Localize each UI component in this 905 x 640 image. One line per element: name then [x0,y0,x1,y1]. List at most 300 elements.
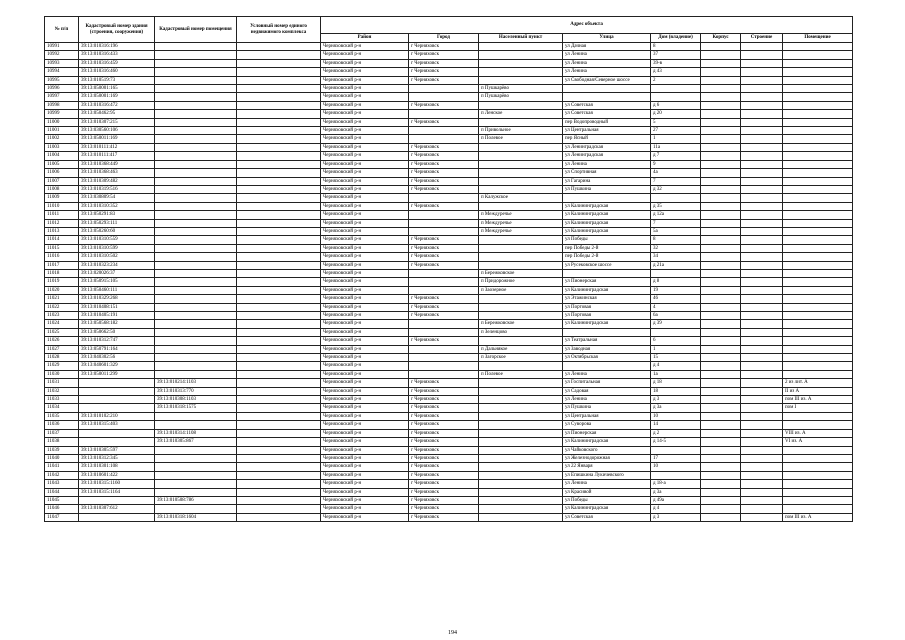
cell-street: ул Красивой [563,488,651,496]
cell-cad-building: 39:13:050293:111 [79,219,155,227]
cell-district: Черняховский р-н [321,43,409,51]
cell-district: Черняховский р-н [321,261,409,269]
cell-stroenie [741,328,783,336]
cell-settlement [479,312,563,320]
cell-street: ул Центральная [563,412,651,420]
cell-cad-room [155,68,237,76]
cell-cad-building [79,379,155,387]
cell-room [783,480,853,488]
table-row [45,269,853,277]
cell-stroenie [741,438,783,446]
cell-cad-building: 39:13:010315:1164 [79,488,155,496]
cell-street: ул Калининградская [563,227,651,235]
cell-room [783,471,853,479]
cell-street: ул Октябрьская [563,354,651,362]
cell-city [409,320,479,328]
cell-num: 11026 [45,337,79,345]
cell-street: ул Железнодорожная [563,454,651,462]
cell-settlement: п Пушкарёво [479,85,563,93]
cell-district: Черняховский р-н [321,76,409,84]
cell-stroenie [741,320,783,328]
cell-city [409,227,479,235]
table-row [45,169,853,177]
table-row [45,261,853,269]
cell-city: г Черняховск [409,446,479,454]
cell-korpus [701,404,741,412]
cell-room [783,202,853,210]
cell-settlement: п Междуречье [479,211,563,219]
cell-street: ул Центральная [563,127,651,135]
cell-street: ул Калининградская [563,202,651,210]
cell-city [409,370,479,378]
cell-cad-room [155,202,237,210]
cell-settlement: п Калужское [479,194,563,202]
cell-street: ул Ленина [563,51,651,59]
cell-num: 11029 [45,362,79,370]
cell-room [783,412,853,420]
cell-cad-room [155,337,237,345]
cell-city: г Черняховск [409,505,479,513]
cell-room [783,227,853,235]
cell-settlement [479,362,563,370]
cell-num: 11006 [45,169,79,177]
cell-street: ул Ленина [563,59,651,67]
cell-num: 10996 [45,85,79,93]
cell-house: 8 [651,236,701,244]
table-row [45,152,853,160]
cell-korpus [701,446,741,454]
cell-house: 46 [651,295,701,303]
cell-room [783,261,853,269]
cell-street: ул Театральная [563,337,651,345]
cell-settlement [479,51,563,59]
cell-cad-complex [237,379,321,387]
cell-city: г Черняховск [409,337,479,345]
cell-district: Черняховский р-н [321,404,409,412]
cell-cad-building: 39:13:010310:352 [79,202,155,210]
cell-num: 11033 [45,396,79,404]
cell-city [409,85,479,93]
cell-num: 11028 [45,354,79,362]
cell-house: 34 [651,253,701,261]
cell-stroenie [741,152,783,160]
cell-cad-complex [237,454,321,462]
cell-korpus [701,93,741,101]
cell-korpus [701,253,741,261]
cell-room [783,421,853,429]
table-row [45,118,853,126]
cell-district: Черняховский р-н [321,454,409,462]
table-body [45,43,853,522]
cell-settlement [479,295,563,303]
cell-korpus [701,286,741,294]
cell-cad-complex [237,160,321,168]
cell-settlement [479,412,563,420]
cell-settlement: п Придорожное [479,278,563,286]
cell-cad-complex [237,370,321,378]
cell-cad-building: 39:13:020026:37 [79,269,155,277]
cell-korpus [701,488,741,496]
cell-cad-building: 39:13:010405:191 [79,312,155,320]
cell-city: г Черняховск [409,51,479,59]
header-house: Дом (владение) [651,34,701,43]
cell-stroenie [741,404,783,412]
cell-num: 11003 [45,143,79,151]
cell-room [783,152,853,160]
cell-house [651,328,701,336]
cell-street: ул Калининградская [563,219,651,227]
cell-district: Черняховский р-н [321,438,409,446]
cell-cad-complex [237,135,321,143]
table-row [45,328,853,336]
table-row [45,93,853,101]
cell-street: ул Калининградская [563,438,651,446]
cell-korpus [701,480,741,488]
cell-city: г Черняховск [409,488,479,496]
cell-num: 10992 [45,51,79,59]
cell-korpus [701,320,741,328]
cell-korpus [701,110,741,118]
cell-settlement [479,446,563,454]
cell-house: 32 [651,244,701,252]
cell-district: Черняховский р-н [321,185,409,193]
cell-room [783,446,853,454]
table-row [45,303,853,311]
cell-district: Черняховский р-н [321,160,409,168]
cell-room [783,295,853,303]
cell-num: 11008 [45,185,79,193]
cell-num: 11034 [45,404,79,412]
cell-cad-room: 39:13:010305:867 [155,438,237,446]
cell-city: г Черняховск [409,244,479,252]
cell-room [783,488,853,496]
cell-korpus [701,51,741,59]
cell-district: Черняховский р-н [321,421,409,429]
cell-street: ул Русековское шоссе [563,261,651,269]
cell-num: 11043 [45,480,79,488]
cell-house: д 4 [651,362,701,370]
header-district: Район [321,34,409,43]
cell-cad-building: 39:13:030809:54 [79,194,155,202]
cell-city: г Черняховск [409,496,479,504]
cell-street: ул Советская [563,101,651,109]
cell-stroenie [741,194,783,202]
cell-house: 1 [651,135,701,143]
cell-house [651,85,701,93]
cell-cad-room [155,76,237,84]
cell-city: г Черняховск [409,261,479,269]
table-row [45,160,853,168]
cell-district: Черняховский р-н [321,253,409,261]
cell-city: г Черняховск [409,169,479,177]
cell-cad-room: 39:13:010314:1108 [155,429,237,437]
cell-city: г Черняховск [409,312,479,320]
cell-district: Черняховский р-н [321,446,409,454]
cell-street: ул Суворова [563,421,651,429]
cell-num: 11041 [45,463,79,471]
cell-district: Черняховский р-н [321,278,409,286]
cell-stroenie [741,295,783,303]
cell-cad-room [155,278,237,286]
cell-street: ул Победы [563,496,651,504]
cell-district: Черняховский р-н [321,236,409,244]
cell-district: Черняховский р-н [321,143,409,151]
cell-korpus [701,396,741,404]
cell-stroenie [741,211,783,219]
cell-street [563,328,651,336]
cell-district: Черняховский р-н [321,496,409,504]
cell-district: Черняховский р-н [321,295,409,303]
table-row [45,135,853,143]
cell-korpus [701,177,741,185]
cell-house [651,269,701,277]
cell-street [563,269,651,277]
cell-cad-building: 39:13:050791:164 [79,345,155,353]
cell-room [783,312,853,320]
cell-city: г Черняховск [409,43,479,51]
cell-house: 1 [651,345,701,353]
cell-district: Черняховский р-н [321,269,409,277]
cell-cad-room [155,85,237,93]
cell-stroenie [741,135,783,143]
cell-street: ул Садовая [563,387,651,395]
cell-num: 11042 [45,471,79,479]
cell-cad-complex [237,118,321,126]
cell-house [651,93,701,101]
cell-num: 11002 [45,135,79,143]
table-row [45,463,853,471]
cell-district: Черняховский р-н [321,480,409,488]
cell-district: Черняховский р-н [321,194,409,202]
cell-house: 4 [651,303,701,311]
cell-city: г Черняховск [409,177,479,185]
cell-house: 15 [651,354,701,362]
cell-city: г Черняховск [409,421,479,429]
cell-house: д 3а [651,488,701,496]
cell-cad-room [155,354,237,362]
cell-street: ул Калининградская [563,211,651,219]
cell-cad-building [79,513,155,521]
cell-room [783,328,853,336]
cell-stroenie [741,480,783,488]
cell-cad-complex [237,194,321,202]
cell-district: Черняховский р-н [321,345,409,353]
header-cad-building: Кадастровый номер здания (строения, сооружения) [79,17,155,43]
cell-street: ул Ленина [563,370,651,378]
cell-stroenie [741,454,783,462]
cell-house [651,194,701,202]
cell-cad-building: 39:13:010368:449 [79,160,155,168]
cell-korpus [701,185,741,193]
cell-city: г Черняховск [409,101,479,109]
cell-stroenie [741,286,783,294]
cell-district: Черняховский р-н [321,177,409,185]
cell-settlement [479,337,563,345]
cell-cad-building: 39:13:010310:502 [79,253,155,261]
cell-room [783,253,853,261]
cell-num: 10998 [45,101,79,109]
table-row [45,505,853,513]
cell-city [409,211,479,219]
cell-cad-building: 39:13:010301:108 [79,463,155,471]
cell-settlement [479,480,563,488]
cell-num: 11036 [45,421,79,429]
cell-cad-complex [237,421,321,429]
cell-cad-complex [237,169,321,177]
cell-stroenie [741,253,783,261]
cell-district: Черняховский р-н [321,412,409,420]
cell-house: 27 [651,127,701,135]
cell-room [783,320,853,328]
cell-korpus [701,160,741,168]
cell-house: д 14-5 [651,438,701,446]
cell-street: ул Чайковского [563,446,651,454]
cell-korpus [701,211,741,219]
cell-street [563,362,651,370]
cell-room [783,496,853,504]
cell-city: г Черняховск [409,295,479,303]
cell-num: 10993 [45,59,79,67]
cell-num: 10995 [45,76,79,84]
table-row [45,471,853,479]
cell-city: г Черняховск [409,454,479,462]
cell-settlement [479,160,563,168]
table-row [45,185,853,193]
cell-stroenie [741,261,783,269]
cell-house: 10 [651,412,701,420]
cell-city [409,127,479,135]
table-row [45,68,853,76]
cell-cad-complex [237,43,321,51]
cell-city [409,269,479,277]
cell-cad-room: 39:13:010318:1575 [155,404,237,412]
cell-settlement [479,177,563,185]
cell-settlement: п Междуречье [479,219,563,227]
cell-num: 11010 [45,202,79,210]
cell-settlement [479,143,563,151]
cell-district: Черняховский р-н [321,85,409,93]
cell-room [783,354,853,362]
cell-cad-complex [237,85,321,93]
cell-num: 11016 [45,253,79,261]
cell-room [783,135,853,143]
cell-num: 11018 [45,269,79,277]
table-row [45,76,853,84]
cell-num: 11011 [45,211,79,219]
cell-cad-building: 39:13:010315:1160 [79,480,155,488]
cell-city [409,219,479,227]
cell-num: 11013 [45,227,79,235]
cell-cad-building: 39:13:010601:422 [79,471,155,479]
cell-stroenie [741,51,783,59]
cell-settlement [479,421,563,429]
cell-cad-room [155,454,237,462]
cell-cad-building [79,387,155,395]
cell-cad-building: 39:13:050001:165 [79,85,155,93]
cell-district: Черняховский р-н [321,110,409,118]
cell-house: д 49а [651,496,701,504]
cell-korpus [701,202,741,210]
table-row [45,362,853,370]
cell-district: Черняховский р-н [321,379,409,387]
cell-room [783,143,853,151]
cell-cad-building: 39:13:050460:111 [79,286,155,294]
table-row [45,337,853,345]
cell-cad-room [155,101,237,109]
cell-room: II из А [783,387,853,395]
cell-cad-complex [237,101,321,109]
cell-stroenie [741,185,783,193]
cell-street: ул Советская [563,513,651,521]
cell-house: д 2 [651,429,701,437]
cell-house: 37 [651,51,701,59]
cell-house: 2 [651,76,701,84]
table-row [45,101,853,109]
cell-settlement [479,488,563,496]
cell-cad-room [155,471,237,479]
table-row [45,244,853,252]
cell-num: 11032 [45,387,79,395]
cell-house: д 7 [651,152,701,160]
cell-house: 1а [651,370,701,378]
cell-num: 11019 [45,278,79,286]
cell-cad-room [155,219,237,227]
cell-stroenie [741,362,783,370]
cell-street [563,194,651,202]
cell-cad-room: 39:13:010318:1604 [155,513,237,521]
cell-cad-room [155,118,237,126]
cell-stroenie [741,118,783,126]
cell-cad-room [155,412,237,420]
cell-korpus [701,379,741,387]
cell-korpus [701,303,741,311]
cell-house: 8 [651,43,701,51]
cell-street: ул Калининградская [563,320,651,328]
cell-cad-complex [237,295,321,303]
cell-district: Черняховский р-н [321,244,409,252]
cell-num: 10994 [45,68,79,76]
cell-district: Черняховский р-н [321,227,409,235]
table-row [45,295,853,303]
cell-settlement: п Ленское [479,110,563,118]
cell-cad-complex [237,261,321,269]
cell-street [563,85,651,93]
cell-korpus [701,135,741,143]
table-row [45,387,853,395]
cell-num: 10997 [45,93,79,101]
cell-street: ул Ленина [563,68,651,76]
cell-city: г Черняховск [409,236,479,244]
cell-street: ул Пионерская [563,429,651,437]
cell-stroenie [741,59,783,67]
cell-house: 6а [651,312,701,320]
cell-house: 6 [651,337,701,345]
cell-house: 10 [651,463,701,471]
cell-num: 11009 [45,194,79,202]
cell-house: д 6 [651,101,701,109]
cell-stroenie [741,303,783,311]
cell-cad-room [155,421,237,429]
cell-cad-room: 39:13:010214:1103 [155,379,237,387]
cell-room: 2 из лит. А [783,379,853,387]
cell-cad-building: 39:13:010111:412 [79,143,155,151]
cell-cad-building: 39:13:010408:151 [79,303,155,311]
cell-stroenie [741,76,783,84]
cell-city: г Черняховск [409,412,479,420]
cell-korpus [701,118,741,126]
cell-cad-complex [237,404,321,412]
cell-cad-complex [237,345,321,353]
